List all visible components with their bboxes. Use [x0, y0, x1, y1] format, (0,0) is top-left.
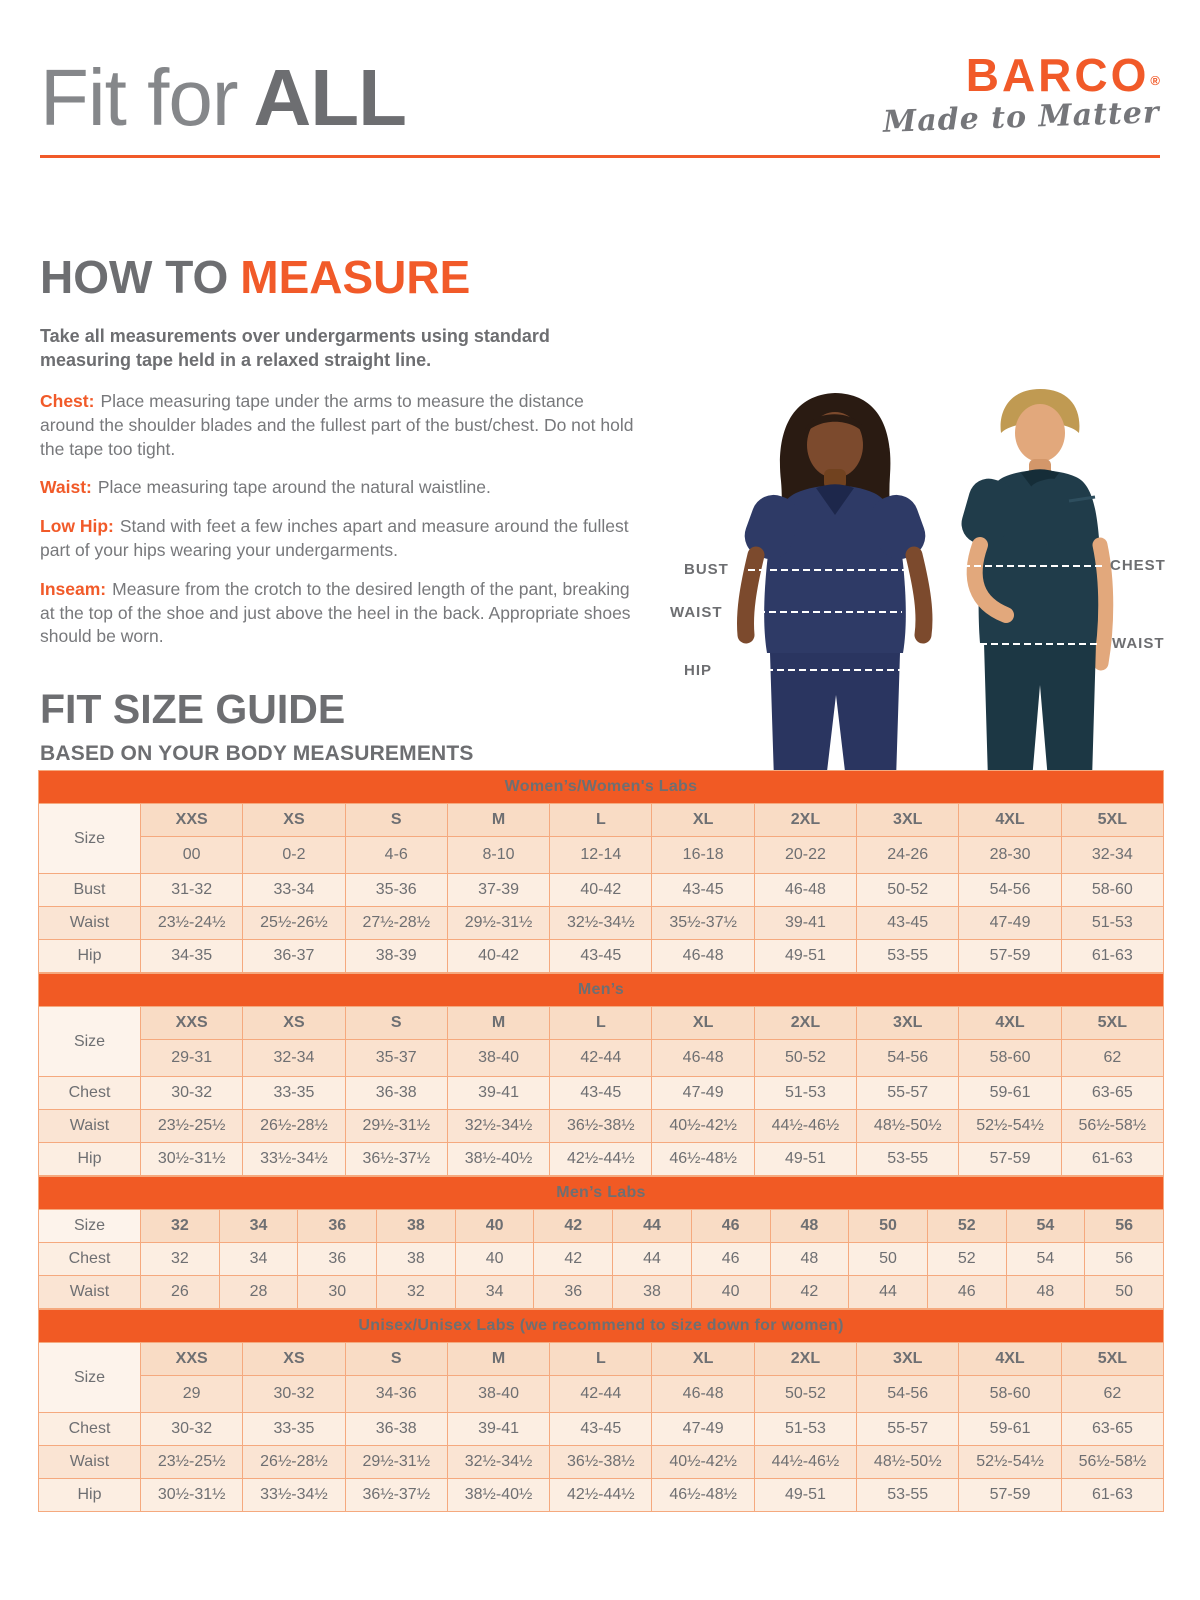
- size-column-header: 4XL: [959, 1007, 1061, 1040]
- size-corner-label: Size: [39, 1007, 141, 1077]
- size-corner-label: Size: [39, 1343, 141, 1413]
- size-column-header: L: [550, 1007, 652, 1040]
- measurement-cell: 61-63: [1061, 940, 1163, 973]
- size-column-header: 40: [455, 1210, 534, 1243]
- size-column-header: S: [345, 1343, 447, 1376]
- size-column-header: 4XL: [959, 804, 1061, 837]
- measurement-cell: 49-51: [754, 1143, 856, 1176]
- measurement-cell: 57-59: [959, 1479, 1061, 1512]
- numeric-size-cell: 42-44: [550, 1040, 652, 1077]
- measurement-cell: 49-51: [754, 1479, 856, 1512]
- how-to-title-orange: MEASURE: [240, 251, 471, 303]
- size-column-header: 48: [770, 1210, 849, 1243]
- measurement-cell: 55-57: [857, 1413, 959, 1446]
- size-column-header: XL: [652, 1343, 754, 1376]
- measurement-cell: 59-61: [959, 1413, 1061, 1446]
- measure-item-lowhip: [40, 515, 638, 563]
- size-column-header: M: [447, 1007, 549, 1040]
- measurement-cell: 42½-44½: [550, 1143, 652, 1176]
- measurement-cell: 33½-34½: [243, 1143, 345, 1176]
- table-banner: Unisex/Unisex Labs (we recommend to size down for women): [39, 1310, 1164, 1343]
- measurement-cell: 40-42: [447, 940, 549, 973]
- size-column-header: M: [447, 1343, 549, 1376]
- size-column-header: M: [447, 804, 549, 837]
- numeric-size-cell: 30-32: [243, 1376, 345, 1413]
- numeric-size-cell: 38-40: [447, 1040, 549, 1077]
- measurement-cell: 52: [927, 1243, 1006, 1276]
- hip-label: HIP: [684, 662, 713, 679]
- size-column-header: 42: [534, 1210, 613, 1243]
- size-column-header: 38: [377, 1210, 456, 1243]
- numeric-size-cell: 24-26: [857, 837, 959, 874]
- measure-item-inseam-text: Measure from the crotch to the desired length of the pant, breaking at the top of the shoe and just above the heel in the back. Appropriate shoes should be worn.: [40, 578, 631, 647]
- how-to-measure-title: [40, 250, 638, 304]
- registered-mark-icon: ®: [1150, 73, 1160, 88]
- size-column-header: XS: [243, 1007, 345, 1040]
- numeric-size-cell: 00: [141, 837, 243, 874]
- measurement-cell: 32½-34½: [447, 1110, 549, 1143]
- measurement-cell: 36½-37½: [345, 1479, 447, 1512]
- measure-item-inseam-label: Inseam:: [40, 578, 107, 599]
- brand-tagline: Made to Matter: [882, 95, 1161, 140]
- size-column-header: 2XL: [754, 1343, 856, 1376]
- barco-logo: [882, 49, 1161, 140]
- measurement-cell: 36-37: [243, 940, 345, 973]
- measurement-cell: 46: [927, 1276, 1006, 1309]
- page-title-bold: ALL: [253, 53, 406, 142]
- measurement-cell: 52½-54½: [959, 1446, 1061, 1479]
- size-table: [38, 1309, 1164, 1512]
- size-column-header: 34: [219, 1210, 298, 1243]
- measurement-cell: 34: [219, 1243, 298, 1276]
- size-column-header: 5XL: [1061, 1007, 1163, 1040]
- measurement-cell: 55-57: [857, 1077, 959, 1110]
- measurement-cell: 30-32: [141, 1413, 243, 1446]
- measurement-cell: 46-48: [652, 940, 754, 973]
- measurement-cell: 26½-28½: [243, 1446, 345, 1479]
- measurement-cell: 53-55: [857, 1143, 959, 1176]
- table-banner: Men’s: [39, 974, 1164, 1007]
- measurement-cell: 36: [298, 1243, 377, 1276]
- numeric-size-cell: 28-30: [959, 837, 1061, 874]
- measurement-cell: 43-45: [550, 1077, 652, 1110]
- measurement-cell: 42: [534, 1243, 613, 1276]
- size-column-header: 2XL: [754, 804, 856, 837]
- measure-item-chest: [40, 390, 638, 461]
- size-tables: [38, 770, 1163, 1512]
- page-header: [40, 50, 1160, 150]
- measurement-cell: 36½-37½: [345, 1143, 447, 1176]
- row-label: Bust: [39, 874, 141, 907]
- measurement-cell: 35½-37½: [652, 907, 754, 940]
- size-column-header: 3XL: [857, 804, 959, 837]
- fit-models-illustration: [640, 383, 1200, 780]
- measurement-cell: 25½-26½: [243, 907, 345, 940]
- measurement-cell: 58-60: [1061, 874, 1163, 907]
- numeric-size-cell: 54-56: [857, 1040, 959, 1077]
- numeric-size-cell: 42-44: [550, 1376, 652, 1413]
- measurement-cell: 39-41: [447, 1413, 549, 1446]
- measurement-cell: 48½-50½: [857, 1446, 959, 1479]
- measurement-cell: 38: [613, 1276, 692, 1309]
- size-column-header: 44: [613, 1210, 692, 1243]
- measurement-cell: 29½-31½: [345, 1110, 447, 1143]
- measurement-cell: 26½-28½: [243, 1110, 345, 1143]
- measurement-cell: 56½-58½: [1061, 1446, 1163, 1479]
- waist-right-label: WAIST: [1112, 635, 1165, 652]
- size-column-header: 2XL: [754, 1007, 856, 1040]
- measure-item-inseam: [40, 578, 638, 649]
- measurement-cell: 23½-25½: [141, 1446, 243, 1479]
- measurement-cell: 47-49: [652, 1413, 754, 1446]
- measurement-cell: 42½-44½: [550, 1479, 652, 1512]
- measurement-cell: 29½-31½: [447, 907, 549, 940]
- numeric-size-cell: 62: [1061, 1376, 1163, 1413]
- size-table: [38, 770, 1164, 973]
- measure-item-waist-text: Place measuring tape around the natural waistline.: [97, 477, 491, 498]
- size-column-header: XL: [652, 804, 754, 837]
- size-column-header: XXS: [141, 1343, 243, 1376]
- measurement-cell: 29½-31½: [345, 1446, 447, 1479]
- measurement-cell: 43-45: [550, 940, 652, 973]
- numeric-size-cell: 20-22: [754, 837, 856, 874]
- measurement-cell: 43-45: [550, 1413, 652, 1446]
- size-column-header: 5XL: [1061, 804, 1163, 837]
- row-label: Waist: [39, 1110, 141, 1143]
- size-column-header: S: [345, 1007, 447, 1040]
- numeric-size-cell: 0-2: [243, 837, 345, 874]
- size-column-header: 3XL: [857, 1343, 959, 1376]
- measurement-cell: 39-41: [754, 907, 856, 940]
- measurement-cell: 44: [613, 1243, 692, 1276]
- measurement-cell: 38½-40½: [447, 1479, 549, 1512]
- measurement-cell: 23½-24½: [141, 907, 243, 940]
- chest-label: CHEST: [1110, 557, 1166, 574]
- measurement-cell: 56½-58½: [1061, 1110, 1163, 1143]
- measurement-cell: 40½-42½: [652, 1446, 754, 1479]
- table-banner: Women’s/Women's Labs: [39, 771, 1164, 804]
- numeric-size-cell: 46-48: [652, 1040, 754, 1077]
- woman-figure: [739, 393, 932, 780]
- size-table: [38, 1176, 1164, 1309]
- row-label: Waist: [39, 907, 141, 940]
- measurement-cell: 53-55: [857, 1479, 959, 1512]
- numeric-size-cell: 50-52: [754, 1376, 856, 1413]
- measurement-cell: 50: [849, 1243, 928, 1276]
- measurement-cell: 50: [1085, 1276, 1164, 1309]
- row-label: Hip: [39, 1479, 141, 1512]
- measurement-cell: 31-32: [141, 874, 243, 907]
- measurement-cell: 32: [377, 1276, 456, 1309]
- measurement-cell: 36: [534, 1276, 613, 1309]
- measure-intro-text: Take all measurements over undergarments using standard measuring tape held in a relaxed straight line.: [40, 326, 550, 371]
- measurement-cell: 47-49: [959, 907, 1061, 940]
- numeric-size-cell: 32-34: [1061, 837, 1163, 874]
- how-to-title-gray: HOW TO: [40, 251, 229, 303]
- measurement-cell: 33-35: [243, 1077, 345, 1110]
- measurement-cell: 63-65: [1061, 1077, 1163, 1110]
- measurement-cell: 54-56: [959, 874, 1061, 907]
- measurement-cell: 54: [1006, 1243, 1085, 1276]
- measurement-cell: 48½-50½: [857, 1110, 959, 1143]
- numeric-size-cell: 62: [1061, 1040, 1163, 1077]
- measurement-cell: 44½-46½: [754, 1446, 856, 1479]
- measurement-cell: 23½-25½: [141, 1110, 243, 1143]
- measure-item-chest-label: Chest:: [40, 390, 95, 411]
- measurement-cell: 30: [298, 1276, 377, 1309]
- measurement-cell: 38: [377, 1243, 456, 1276]
- measurement-cell: 49-51: [754, 940, 856, 973]
- numeric-size-cell: 34-36: [345, 1376, 447, 1413]
- size-column-header: 52: [927, 1210, 1006, 1243]
- row-label: Chest: [39, 1243, 141, 1276]
- measurement-cell: 30½-31½: [141, 1479, 243, 1512]
- measurement-cell: 40: [691, 1276, 770, 1309]
- measurement-cell: 27½-28½: [345, 907, 447, 940]
- table-banner: Men’s Labs: [39, 1177, 1164, 1210]
- numeric-size-cell: 38-40: [447, 1376, 549, 1413]
- size-column-header: 4XL: [959, 1343, 1061, 1376]
- measurement-cell: 32½-34½: [447, 1446, 549, 1479]
- row-label: Hip: [39, 940, 141, 973]
- measurement-cell: 39-41: [447, 1077, 549, 1110]
- size-column-header: XS: [243, 804, 345, 837]
- measurement-cell: 32: [141, 1243, 220, 1276]
- measurement-cell: 37-39: [447, 874, 549, 907]
- size-column-header: 36: [298, 1210, 377, 1243]
- measurement-cell: 36½-38½: [550, 1110, 652, 1143]
- measurement-cell: 33½-34½: [243, 1479, 345, 1512]
- measurement-cell: 46: [691, 1243, 770, 1276]
- size-column-header: XS: [243, 1343, 345, 1376]
- row-label: Chest: [39, 1413, 141, 1446]
- measurement-cell: 47-49: [652, 1077, 754, 1110]
- numeric-size-cell: 35-37: [345, 1040, 447, 1077]
- measurement-cell: 52½-54½: [959, 1110, 1061, 1143]
- row-label: Waist: [39, 1446, 141, 1479]
- measurement-cell: 46-48: [754, 874, 856, 907]
- measurement-cell: 44½-46½: [754, 1110, 856, 1143]
- measurement-cell: 36½-38½: [550, 1446, 652, 1479]
- row-label: Waist: [39, 1276, 141, 1309]
- size-column-header: L: [550, 804, 652, 837]
- measurement-cell: 61-63: [1061, 1479, 1163, 1512]
- size-column-header: XL: [652, 1007, 754, 1040]
- measurement-cell: 30½-31½: [141, 1143, 243, 1176]
- header-divider: [40, 155, 1160, 158]
- measurement-cell: 38½-40½: [447, 1143, 549, 1176]
- numeric-size-cell: 58-60: [959, 1376, 1061, 1413]
- fit-size-guide-heading: [40, 686, 474, 766]
- measure-item-waist-label: Waist:: [40, 477, 92, 498]
- numeric-size-cell: 4-6: [345, 837, 447, 874]
- brand-wordmark: BARCO: [965, 49, 1150, 101]
- measure-item-lowhip-text: Stand with feet a few inches apart and measure around the fullest part of your hips wearing your undergarments.: [40, 516, 629, 560]
- size-corner-label: Size: [39, 1210, 141, 1243]
- numeric-size-cell: 58-60: [959, 1040, 1061, 1077]
- measurement-cell: 42: [770, 1276, 849, 1309]
- measurement-cell: 36-38: [345, 1413, 447, 1446]
- man-figure: [957, 389, 1106, 780]
- numeric-size-cell: 8-10: [447, 837, 549, 874]
- size-column-header: 56: [1085, 1210, 1164, 1243]
- numeric-size-cell: 54-56: [857, 1376, 959, 1413]
- models-figure-svg: [640, 383, 1200, 780]
- fit-size-guide-subtitle: BASED ON YOUR BODY MEASUREMENTS: [40, 742, 474, 765]
- measurement-cell: 46½-48½: [652, 1143, 754, 1176]
- size-column-header: 5XL: [1061, 1343, 1163, 1376]
- measurement-cell: 53-55: [857, 940, 959, 973]
- size-corner-label: Size: [39, 804, 141, 874]
- size-column-header: 46: [691, 1210, 770, 1243]
- size-column-header: S: [345, 804, 447, 837]
- measurement-cell: 61-63: [1061, 1143, 1163, 1176]
- how-to-measure-section: [40, 250, 638, 664]
- size-column-header: 50: [849, 1210, 928, 1243]
- size-column-header: XXS: [141, 804, 243, 837]
- measurement-cell: 59-61: [959, 1077, 1061, 1110]
- measurement-cell: 46½-48½: [652, 1479, 754, 1512]
- measurement-cell: 34: [455, 1276, 534, 1309]
- size-column-header: XXS: [141, 1007, 243, 1040]
- measurement-cell: 40: [455, 1243, 534, 1276]
- measurement-cell: 43-45: [652, 874, 754, 907]
- measurement-cell: 51-53: [754, 1077, 856, 1110]
- measurement-cell: 50-52: [857, 874, 959, 907]
- numeric-size-cell: 46-48: [652, 1376, 754, 1413]
- numeric-size-cell: 12-14: [550, 837, 652, 874]
- measurement-cell: 38-39: [345, 940, 447, 973]
- measurement-cell: 51-53: [1061, 907, 1163, 940]
- measurement-cell: 40-42: [550, 874, 652, 907]
- size-column-header: L: [550, 1343, 652, 1376]
- measurement-cell: 63-65: [1061, 1413, 1163, 1446]
- page-title-light: Fit for: [40, 53, 238, 142]
- measure-item-lowhip-label: Low Hip:: [40, 516, 114, 537]
- size-column-header: 32: [141, 1210, 220, 1243]
- measurement-cell: 33-34: [243, 874, 345, 907]
- measurement-cell: 44: [849, 1276, 928, 1309]
- measurement-cell: 57-59: [959, 1143, 1061, 1176]
- numeric-size-cell: 16-18: [652, 837, 754, 874]
- measurement-cell: 48: [1006, 1276, 1085, 1309]
- measurement-cell: 26: [141, 1276, 220, 1309]
- measurement-cell: 56: [1085, 1243, 1164, 1276]
- measurement-cell: 30-32: [141, 1077, 243, 1110]
- measurement-cell: 35-36: [345, 874, 447, 907]
- numeric-size-cell: 32-34: [243, 1040, 345, 1077]
- bust-label: BUST: [684, 561, 729, 578]
- measurement-cell: 48: [770, 1243, 849, 1276]
- fit-size-guide-title: FIT SIZE GUIDE: [40, 686, 346, 732]
- row-label: Chest: [39, 1077, 141, 1110]
- measure-item-chest-text: Place measuring tape under the arms to measure the distance around the shoulder blades and the fullest part of the bust/chest. Do not hold the tape too tight.: [40, 390, 634, 459]
- measurement-cell: 32½-34½: [550, 907, 652, 940]
- measurement-cell: 40½-42½: [652, 1110, 754, 1143]
- measurement-cell: 28: [219, 1276, 298, 1309]
- numeric-size-cell: 50-52: [754, 1040, 856, 1077]
- size-column-header: 3XL: [857, 1007, 959, 1040]
- measure-item-waist: [40, 476, 638, 500]
- row-label: Hip: [39, 1143, 141, 1176]
- measurement-cell: 51-53: [754, 1413, 856, 1446]
- size-table: [38, 973, 1164, 1176]
- measurement-cell: 33-35: [243, 1413, 345, 1446]
- measurement-cell: 34-35: [141, 940, 243, 973]
- numeric-size-cell: 29-31: [141, 1040, 243, 1077]
- numeric-size-cell: 29: [141, 1376, 243, 1413]
- waist-left-label: WAIST: [670, 604, 723, 621]
- size-column-header: 54: [1006, 1210, 1085, 1243]
- measurement-cell: 43-45: [857, 907, 959, 940]
- measurement-cell: 57-59: [959, 940, 1061, 973]
- measurement-cell: 36-38: [345, 1077, 447, 1110]
